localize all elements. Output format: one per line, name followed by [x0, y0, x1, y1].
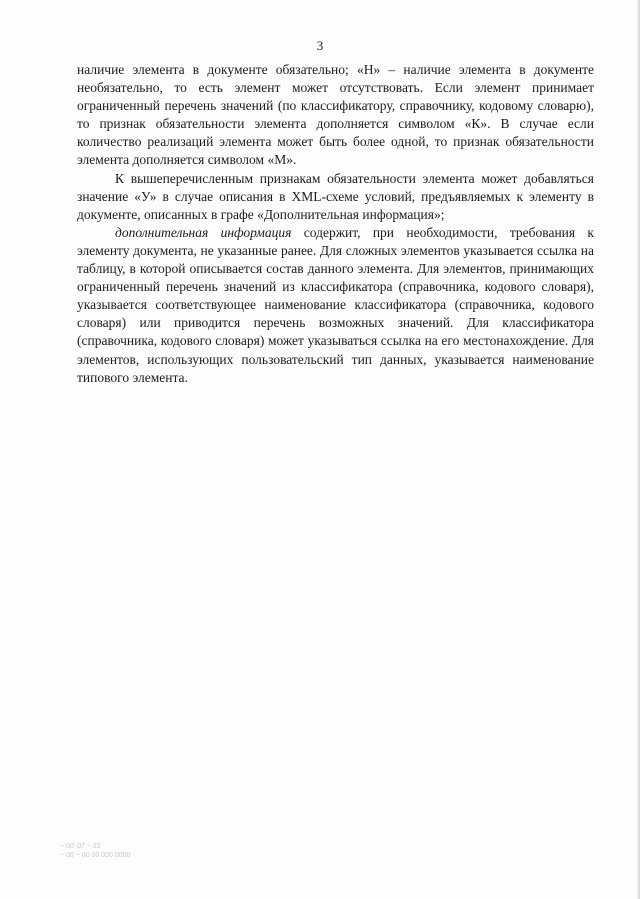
paragraph-3-italic-lead: дополнительная информация [115, 224, 292, 240]
footer-stamp [60, 842, 130, 860]
paragraph-3-text: содержит, при необходимости, требования к элементу документа, не указанные ранее. Для сложных элементов указывается ссылка на таблицу, в которой описывается состав данного элемента. Для элементов, принимающих ограниченный перечень значений из классификатора (справочника, кодового словаря), указывается соответствующее наименование классификатора (справочника, кодового словаря) или приводится перечень возможных значений. Для классификатора (справочника, кодового словаря) может указываться ссылка на его местонахождение. Для элементов, использующих пользовательский тип данных, указывается наименование типового элемента. [77, 224, 594, 385]
footer-stamp-line-2: ~ 00 ~ 00 00 000 0000 [60, 852, 131, 859]
paragraph-2: К вышеперечисленным признакам обязательности элемента может добавляться значение «У» в случае описания в XML-схеме условий, предъявляемых к элементу в документе, описанных в графе «Дополнительная информация»; [77, 170, 594, 222]
body-text [77, 61, 594, 387]
paragraph-1: наличие элемента в документе обязательно; «Н» – наличие элемента в документе необязательно, то есть элемент может отсутствовать. Если элемент принимает ограниченный перечень значений (по классификатору, справочнику, кодовому словарю), то признак обязательности элемента дополняется символом «К». В случае если количество реализаций элемента может быть более одной, то признак обязательности элемента дополняется символом «М». [77, 62, 594, 168]
footer-stamp-line-1: ~ 00' 07 ~ 22 [60, 843, 101, 850]
page-number: 3 [316, 38, 324, 53]
paragraph-3 [77, 224, 594, 387]
